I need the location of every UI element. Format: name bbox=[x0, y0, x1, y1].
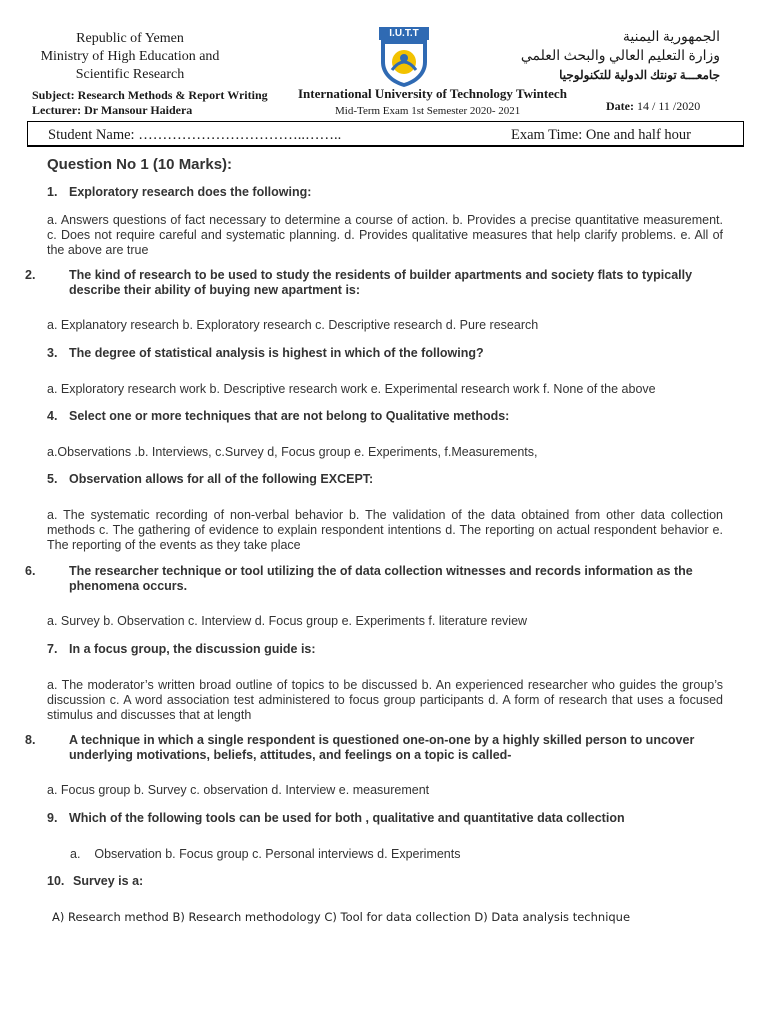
question-5 bbox=[47, 472, 373, 487]
header-right-line-3: جامعـــة تونتك الدولية للتكنولوجيا bbox=[559, 68, 720, 82]
question-text: The degree of statistical analysis is highest in which of the following? bbox=[69, 346, 484, 360]
question-number: 1. bbox=[47, 185, 58, 199]
answer-options-5: a. The systematic recording of non-verbal behavior b. The validation of the data obtained from other data collection methods c. The gathering of evidence to explain respondent intentions d. The reporting on actual respondent behavior e. The reporting of the events as they take place bbox=[47, 508, 723, 552]
question-text: Observation allows for all of the following EXCEPT: bbox=[69, 472, 374, 486]
university-name: International University of Technology Twintech bbox=[298, 86, 567, 101]
question-9 bbox=[47, 811, 625, 826]
university-logo bbox=[379, 27, 429, 87]
question-6 bbox=[25, 564, 727, 594]
question-10 bbox=[47, 874, 143, 889]
exam-date bbox=[606, 99, 700, 114]
answer-text: Observation b. Focus group c. Personal interviews d. Experiments bbox=[94, 847, 461, 861]
answer-options-2: a. Explanatory research b. Exploratory research c. Descriptive research d. Pure research bbox=[47, 318, 539, 332]
question-number: 3. bbox=[47, 346, 58, 360]
question-text: In a focus group, the discussion guide is: bbox=[69, 642, 316, 656]
question-number: 4. bbox=[47, 409, 58, 423]
answer-options-6: a. Survey b. Observation c. Interview d. Focus group e. Experiments f. literature review bbox=[47, 614, 528, 628]
answer-options-3: a. Exploratory research work b. Descriptive research work e. Experimental research work f. None of the above bbox=[47, 382, 656, 396]
date-label: Date: bbox=[606, 99, 634, 113]
question-number: 9. bbox=[47, 811, 58, 825]
question-number: 10. bbox=[47, 874, 65, 888]
answer-options-4: a.Observations .b. Interviews, c.Survey d, Focus group e. Experiments, f.Measurements, bbox=[47, 445, 538, 459]
exam-term: Mid-Term Exam 1st Semester 2020- 2021 bbox=[335, 105, 521, 117]
header-left-line-1: Republic of Yemen bbox=[76, 31, 184, 46]
question-text: Which of the following tools can be used for both , qualitative and quantitative data collection bbox=[69, 811, 625, 825]
answer-options-1: a. Answers questions of fact necessary to determine a course of action. b. Provides a precise quantitative measurement. c. Does not require careful and systematic planning. d. Provides qualitative measures that help clarify problems. e. All of the above are true bbox=[47, 213, 723, 257]
question-text: Exploratory research does the following: bbox=[69, 185, 312, 199]
subject-line: Subject: Research Methods & Report Writing bbox=[32, 88, 268, 102]
question-text: The kind of research to be used to study the residents of builder apartments and society flats to typically describe their ability of buying new apartment is: bbox=[69, 268, 693, 297]
question-1 bbox=[47, 185, 311, 200]
question-3 bbox=[47, 346, 484, 361]
header-right-line-2: وزارة التعليم العالي والبحث العلمي bbox=[520, 49, 720, 64]
header-left-line-2: Ministry of High Education and bbox=[40, 49, 220, 64]
header-ministry-block bbox=[20, 30, 240, 84]
question-2 bbox=[25, 268, 727, 298]
answer-options-9 bbox=[70, 847, 460, 861]
question-number: 8. bbox=[25, 733, 36, 747]
date-value: 14 / 11 /2020 bbox=[633, 99, 701, 113]
shield-icon bbox=[379, 40, 429, 87]
question-4 bbox=[47, 409, 509, 424]
question-7 bbox=[47, 642, 316, 657]
question-number: 7. bbox=[47, 642, 58, 656]
answer-options-7: a. The moderator’s written broad outline of topics to be discussed b. An experienced researcher who guides the group’s discussion c. A word association test administered to focus group participants d. A form of research that uses a focused stimulus and discusses that at length bbox=[47, 678, 723, 722]
header-arabic-block bbox=[480, 28, 720, 85]
question-8 bbox=[25, 733, 727, 763]
question-text: A technique in which a single respondent is questioned one-on-one by a highly skilled person to uncover underlying motivations, beliefs, attitudes, and feelings on a topic is called- bbox=[69, 733, 695, 762]
question-number: 5. bbox=[47, 472, 58, 486]
exam-time: Exam Time: One and half hour bbox=[510, 127, 691, 143]
question-text: Survey is a: bbox=[73, 874, 144, 888]
student-name-field[interactable]: Student Name: ……………………………..…….. bbox=[48, 127, 342, 143]
header-right-line-1: الجمهورية اليمنية bbox=[622, 30, 720, 45]
section-title: Question No 1 (10 Marks): bbox=[47, 156, 233, 173]
logo-title: I.U.T.T bbox=[379, 27, 429, 40]
question-text: Select one or more techniques that are not belong to Qualitative methods: bbox=[69, 409, 510, 423]
question-number: 2. bbox=[25, 268, 36, 282]
answer-prefix: a. bbox=[70, 847, 81, 861]
question-number: 6. bbox=[25, 564, 36, 578]
question-text: The researcher technique or tool utilizing the of data collection witnesses and records information as the phenomena occurs. bbox=[69, 564, 693, 593]
answer-options-10: A) Research method B) Research methodology C) Tool for data collection D) Data analysis technique bbox=[52, 910, 631, 924]
student-info-bar bbox=[27, 121, 744, 147]
lecturer-line: Lecturer: Dr Mansour Haidera bbox=[32, 103, 193, 117]
header-left-line-3: Scientific Research bbox=[75, 67, 185, 82]
answer-options-8: a. Focus group b. Survey c. observation d. Interview e. measurement bbox=[47, 783, 430, 797]
